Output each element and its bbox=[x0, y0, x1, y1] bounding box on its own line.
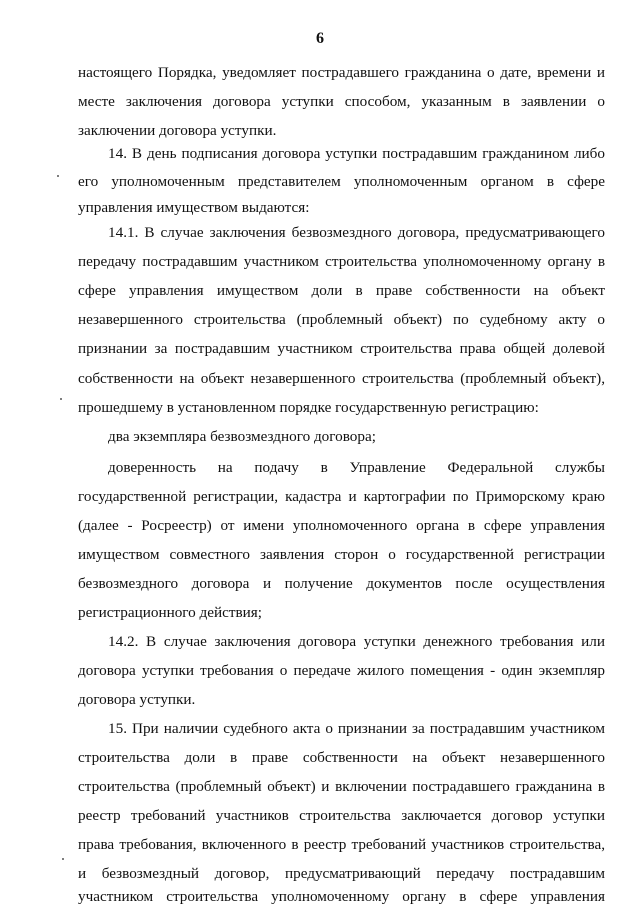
text-line: безвозмездного договора и получение документов после осуществления bbox=[78, 575, 605, 592]
text-line: доверенность на подачу в Управление Федеральной службы bbox=[108, 459, 605, 476]
text-line: имуществом совместного заявления сторон о государственной регистрации bbox=[78, 546, 605, 563]
text-line: 15. При наличии судебного акта о признании за пострадавшим участником bbox=[108, 720, 605, 737]
text-line: сфере управления имуществом доли в праве собственности на объект bbox=[78, 282, 605, 299]
text-line: права требования, включенного в реестр требований участников строительства, bbox=[78, 836, 605, 853]
text-line: незавершенного строительства (проблемный объект) по судебному акту о bbox=[78, 311, 605, 328]
scan-speck bbox=[57, 175, 59, 177]
text-line: его уполномоченным представителем уполномоченным органом в сфере bbox=[78, 173, 605, 190]
text-line: управления имуществом выдаются: bbox=[78, 199, 310, 216]
text-line: передачу пострадавшим участником строительства уполномоченному органу в bbox=[78, 253, 605, 270]
scan-speck bbox=[60, 398, 62, 400]
scan-speck bbox=[62, 858, 64, 860]
text-line: месте заключения договора уступки способом, указанным в заявлении о bbox=[78, 93, 605, 110]
text-line: реестр требований участников строительства заключается договор уступки bbox=[78, 807, 605, 824]
text-line: прошедшему в установленном порядке государственную регистрацию: bbox=[78, 399, 539, 416]
text-line: договора уступки требования о передаче жилого помещения - один экземпляр bbox=[78, 662, 605, 679]
text-line: строительства (проблемный объект) и включении пострадавшего гражданина в bbox=[78, 778, 605, 795]
text-line: признании за пострадавшим участником строительства права общей долевой bbox=[78, 340, 605, 357]
text-line: и безвозмездный договор, предусматривающий передачу пострадавшим bbox=[78, 865, 605, 882]
text-line: регистрационного действия; bbox=[78, 604, 263, 621]
text-line: 14.1. В случае заключения безвозмездного договора, предусматривающего bbox=[108, 224, 605, 241]
text-line: настоящего Порядка, уведомляет пострадавшего гражданина о дате, времени и bbox=[78, 64, 605, 81]
text-line: собственности на объект незавершенного строительства (проблемный объект), bbox=[78, 370, 605, 387]
text-line: 14. В день подписания договора уступки пострадавшим гражданином либо bbox=[108, 145, 605, 162]
page-number: 6 bbox=[316, 30, 324, 47]
text-line: договора уступки. bbox=[78, 691, 196, 708]
text-line: государственной регистрации, кадастра и картографии по Приморскому краю bbox=[78, 488, 605, 505]
text-line: два экземпляра безвозмездного договора; bbox=[108, 428, 376, 445]
text-line: участником строительства уполномоченному органу в сфере управления bbox=[78, 888, 605, 905]
text-line: (далее - Росреестр) от имени уполномоченного органа в сфере управления bbox=[78, 517, 605, 534]
text-line: строительства доли в праве собственности на объект незавершенного bbox=[78, 749, 605, 766]
text-line: 14.2. В случае заключения договора уступки денежного требования или bbox=[108, 633, 605, 650]
text-line: заключении договора уступки. bbox=[78, 122, 277, 139]
